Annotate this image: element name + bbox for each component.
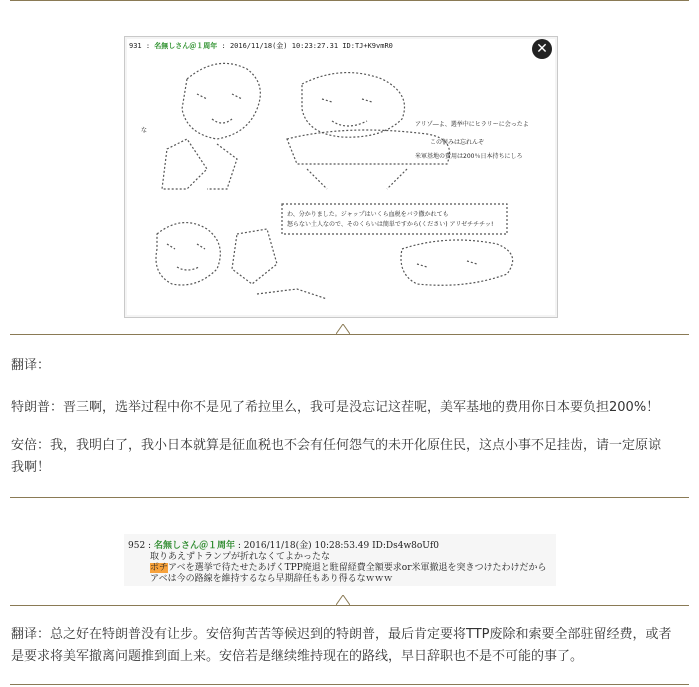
section-divider bbox=[10, 334, 689, 335]
top-divider bbox=[10, 0, 689, 1]
bottom-divider bbox=[10, 684, 689, 685]
post2-number: 952 : bbox=[128, 541, 152, 551]
post2-meta: : 2016/11/18(金) 10:28:53.49 ID:Ds4w8oUf0 bbox=[237, 541, 439, 551]
divider-notch-2 bbox=[336, 595, 350, 605]
trump-translation: 特朗普：晋三啊，选举过程中你不是见了希拉里么，我可是没忘记这茬呢，美军基地的费用你日本要负担200%！ bbox=[11, 400, 660, 415]
speech-box-line-2: 怒らない土人なので、そのくらいは簡単ですから(ください) アリゼチチチッ! bbox=[287, 221, 494, 228]
section-divider-3 bbox=[10, 605, 689, 606]
translation-2: 翻译：总之好在特朗普没有让步。安倍狗苦苦等候迟到的特朗普，最后肯定要将TTP废除和索要全部驻留经费，或者是要求将美军撤离问题推到面上来。安倍若是继续维持现在的路线，早日辞职也不是不可能的事了。 bbox=[11, 627, 672, 664]
post2-poster-name: 名無しさん＠１周年 bbox=[153, 541, 235, 551]
close-icon[interactable]: ✕ bbox=[532, 39, 552, 59]
forum-post-screenshot bbox=[124, 534, 556, 586]
poster-name: 名無しさん＠１周年 bbox=[154, 42, 218, 50]
speech-box-line-1: わ、分かりました。ジャップはいくら血税をバラ撒かれても bbox=[287, 211, 449, 218]
post2-highlight: ポチ bbox=[150, 563, 169, 573]
post2-line-3: アベは今の路線を維持するなら早期辞任もあり得るなｗｗｗ bbox=[150, 574, 393, 584]
post-number: 931 : bbox=[129, 42, 151, 50]
divider-notch bbox=[336, 324, 350, 334]
post2-line-1: 取りあえずトランプが折れなくてよかったな bbox=[150, 552, 331, 562]
post2-line-2-text: アベを選挙で待たせたあげくTPP廃退と駐留経費全額要求or米軍撤退を突きつけたわけだから bbox=[168, 563, 547, 573]
speech-note-2: この恨みは忘れんぞ bbox=[430, 139, 485, 146]
speech-note-3: 米軍基地の費用は200％日本持ちにしろ bbox=[415, 153, 523, 160]
ascii-art-illustration bbox=[127, 39, 555, 315]
screenshot-card bbox=[124, 36, 558, 318]
post-meta: : 2016/11/18(金) 10:23:27.31 ID:TJ+K9vmR0 bbox=[221, 42, 393, 50]
abe-translation: 安倍：我，我明白了，我小日本就算是征血税也不会有任何怨气的未开化原住民，这点小事不足挂齿，请一定原谅我啊！ bbox=[11, 438, 662, 475]
section-divider-2 bbox=[10, 497, 689, 498]
left-character: な bbox=[141, 127, 148, 134]
translation-label: 翻译： bbox=[11, 358, 51, 373]
speech-note-1: アリゾ―よ、選挙中にヒラリーに会ったよ bbox=[415, 121, 529, 128]
screenshot-inner bbox=[127, 39, 555, 315]
